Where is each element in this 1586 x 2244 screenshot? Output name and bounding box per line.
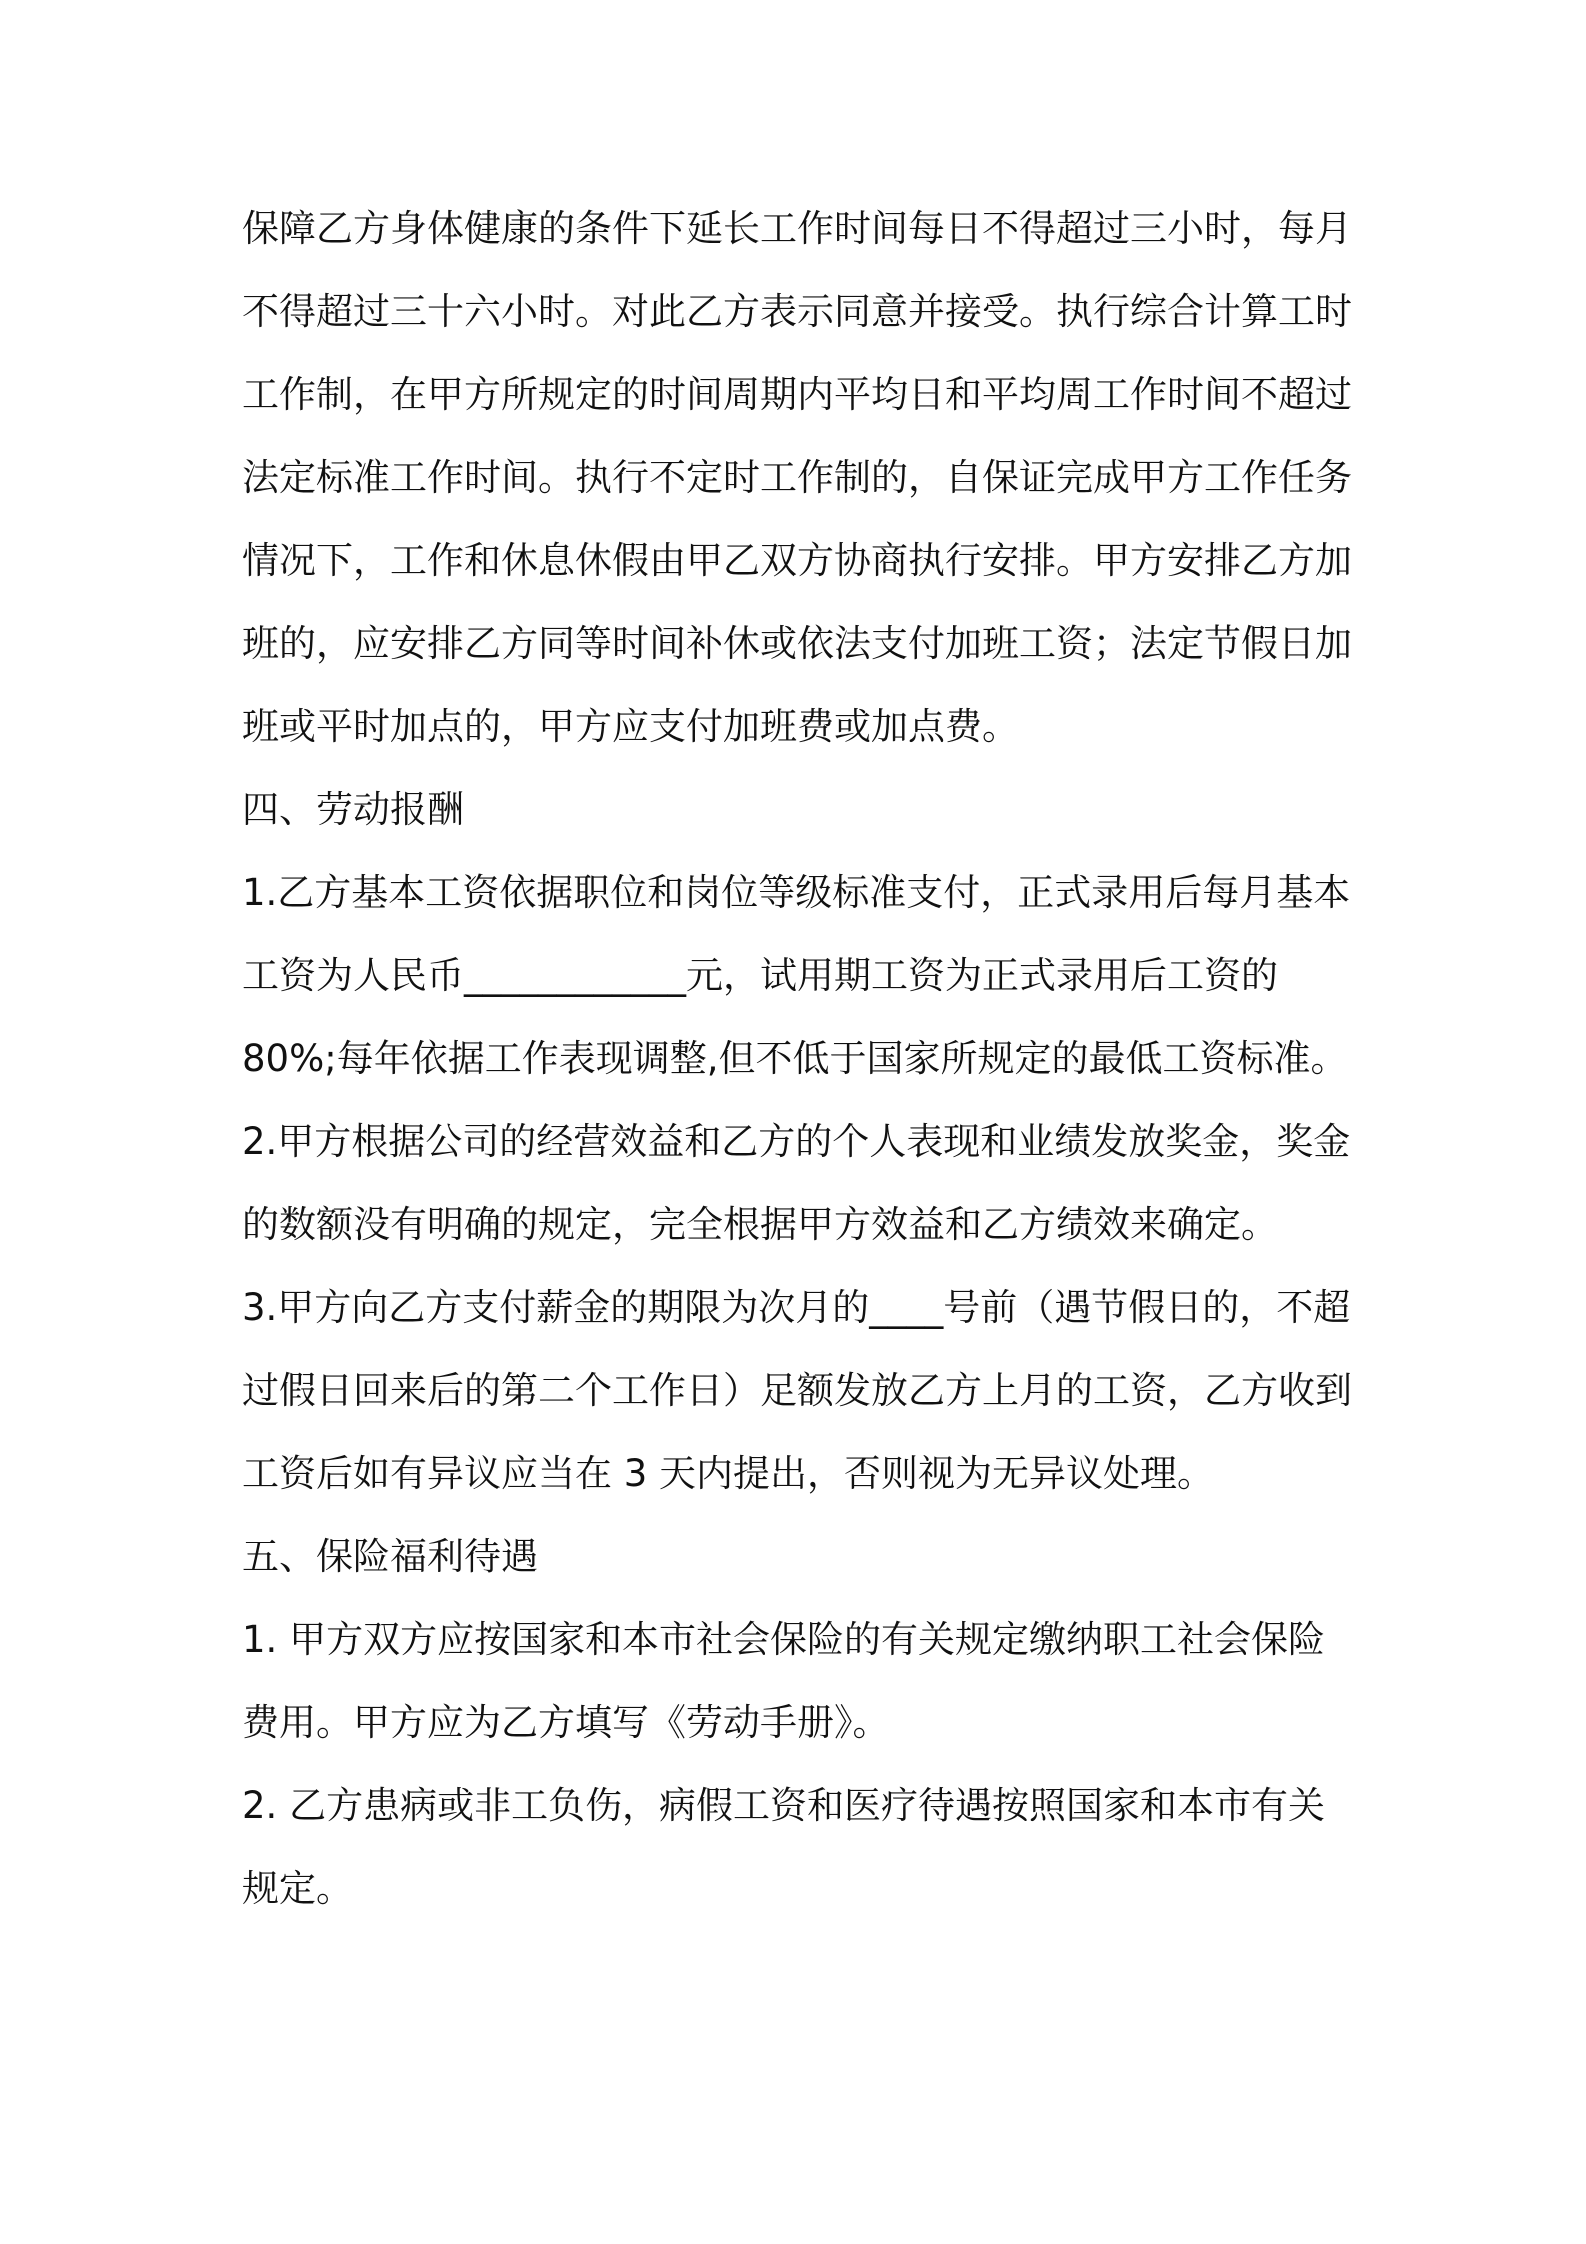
paragraph-line: 2. 乙方患病或非工负伤，病假工资和医疗待遇按照国家和本市有关 (242, 1784, 1326, 1827)
paragraph-line: 工资后如有异议应当在 3 天内提出，否则视为无异议处理。 (242, 1452, 1215, 1495)
paragraph-line: 过假日回来后的第二个工作日）足额发放乙方上月的工资，乙方收到 (242, 1369, 1352, 1412)
paragraph-line: 1.乙方基本工资依据职位和岗位等级标准支付，正式录用后每月基本 (242, 871, 1351, 914)
paragraph-line: 工作制，在甲方所规定的时间周期内平均日和平均周工作时间不超过 (242, 373, 1352, 416)
paragraph-line: 情况下，工作和休息休假由甲乙双方协商执行安排。甲方安排乙方加 (242, 539, 1352, 582)
paragraph-line: 保障乙方身体健康的条件下延长工作时间每日不得超过三小时，每月 (242, 207, 1352, 250)
paragraph-line: 不得超过三十六小时。对此乙方表示同意并接受。执行综合计算工时 (242, 290, 1352, 333)
paragraph-line: 80%;每年依据工作表现调整,但不低于国家所规定的最低工资标准。 (242, 1037, 1348, 1080)
paragraph-line: 班的，应安排乙方同等时间补休或依法支付加班工资；法定节假日加 (242, 622, 1352, 665)
section-heading-remuneration: 四、劳动报酬 (242, 788, 464, 831)
paragraph-line: 3.甲方向乙方支付薪金的期限为次月的____号前（遇节假日的，不超 (242, 1286, 1351, 1329)
paragraph-line: 法定标准工作时间。执行不定时工作制的，自保证完成甲方工作任务 (242, 456, 1352, 499)
paragraph-line: 的数额没有明确的规定，完全根据甲方效益和乙方绩效来确定。 (242, 1203, 1278, 1246)
paragraph-line: 规定。 (242, 1867, 353, 1910)
paragraph-line: 班或平时加点的，甲方应支付加班费或加点费。 (242, 705, 1019, 748)
paragraph-line: 1. 甲方双方应按国家和本市社会保险的有关规定缴纳职工社会保险 (242, 1618, 1326, 1661)
paragraph-line: 工资为人民币____________元，试用期工资为正式录用后工资的 (242, 954, 1278, 997)
paragraph-line: 2.甲方根据公司的经营效益和乙方的个人表现和业绩发放奖金，奖金 (242, 1120, 1351, 1163)
paragraph-line: 费用。甲方应为乙方填写《劳动手册》。 (242, 1701, 890, 1744)
section-heading-insurance: 五、保险福利待遇 (242, 1535, 538, 1578)
document-body (242, 200, 1362, 1943)
